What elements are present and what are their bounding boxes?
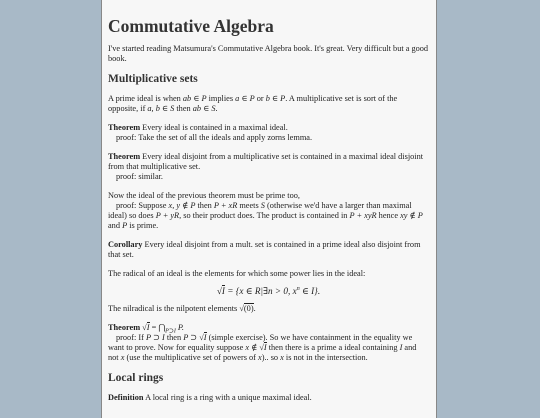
radical-paragraph: The radical of an ideal is the elements for which some power lies in the ideal: xyxy=(108,269,366,278)
section-heading-multiplicative-sets: Multiplicative sets xyxy=(108,73,198,85)
proof-text: proof: Take the set of all the ideals and apply zorns lemma. xyxy=(116,133,313,142)
prime-proof-paragraph: Now the ideal of the previous theorem must be prime too, proof: Suppose x, y ∉ P then P + xR meets S (otherwise we'd have a larger than maximal ideal) so does P + yR, so their product does. The product is contained in P + xyR hence xy ∉ P and P is prime. xyxy=(108,191,423,230)
radical-formula: √I = {x ∈ R|∃n > 0, $x^n$ ∈ I}. xyxy=(216,285,321,296)
section-heading-local-rings: Local rings xyxy=(108,372,164,384)
nilradical-paragraph: The nilradical is the nilpotent elements √(0). xyxy=(108,304,256,313)
intro-paragraph: I've started reading Matsumura's Commutative Algebra book. It's great. Very difficult but a good book. xyxy=(108,44,429,63)
proof-text: proof: similar. xyxy=(116,172,164,181)
theorem-disjoint-ideal: Theorem Every ideal disjoint from a multiplicative set is contained in a maximal ideal disjoint from that multiplicative set. proof: similar. xyxy=(108,152,424,181)
prime-ideal-paragraph: A prime ideal is when ab ∈ P implies a ∈ P or b ∈ P. A multiplicative set is sort of the opposite, if a, b ∈ S then ab ∈ S. xyxy=(108,94,398,113)
theorem-maximal-ideal: Theorem Every ideal is contained in a maximal ideal. proof: Take the set of all the ideals and apply zorns lemma. xyxy=(108,123,313,142)
corollary-paragraph: Corollary Every ideal disjoint from a mult. set is contained in a prime ideal also disjoint from that set. xyxy=(108,240,421,259)
definition-local-ring: Definition A local ring is a ring with a unique maximal ideal. xyxy=(108,393,312,402)
theorem-radical-intersection: Theorem $√I = ⋂_{P⊃I}$ P. proof: If P ⊃ I then P ⊃ √I (simple exercise). So we have containment in the equality we want to prove. Now for equality suppose x ∉ √I then there is a prime a ideal containing I and not x (use the multiplicative set of powers of x).. so x is not in the intersection. xyxy=(108,323,417,362)
page-title: Commutative Algebra xyxy=(108,16,274,36)
document-page xyxy=(101,0,437,418)
